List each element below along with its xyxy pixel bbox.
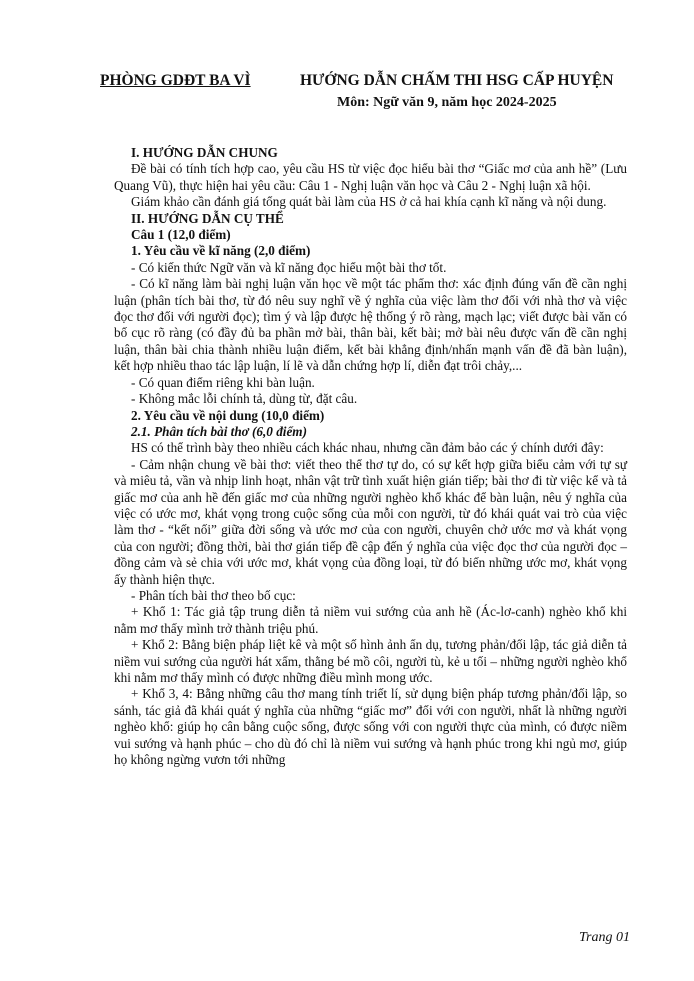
list-item: - Phân tích bài thơ theo bố cục:: [131, 587, 296, 603]
paragraph: HS có thể trình bày theo nhiều cách khác nhau, nhưng cần đảm bảo các ý chính dưới đây:: [131, 440, 604, 456]
document-title: HƯỚNG DẪN CHẤM THI HSG CẤP HUYỆN: [300, 72, 614, 89]
page-number: Trang 01: [579, 930, 630, 945]
question-heading: Câu 1 (12,0 điểm): [131, 227, 231, 243]
section-heading-specific: II. HƯỚNG DẪN CỤ THỂ: [131, 210, 284, 226]
list-item: - Có kĩ năng làm bài nghị luận văn học về một tác phẩm thơ: xác định đúng vấn đề cần nghị luận (phân tích bài thơ, từ đó nêu suy nghĩ về ý nghĩa của việc làm thơ đối với nhà thơ và việc đọc thơ đối với người đọc); tìm ý và lập được hệ thống ý rõ ràng, mạch lạc; viết được bài văn có bố cục rõ ràng (có đầy đủ ba phần mở bài, thân bài, kết bài; mở bài nêu được vấn đề cần nghị luận, thân bài chia thành nhiều luận điểm, kết bài khẳng định/nhấn mạnh vấn đề đã bàn luận), kết hợp nhiều thao tác lập luận, lí lẽ và dẫn chứng hợp lí, diễn đạt trôi chảy,...: [114, 276, 627, 374]
list-item: - Có kiến thức Ngữ văn và kĩ năng đọc hiểu một bài thơ tốt.: [131, 259, 447, 275]
subsection-heading-content: 2. Yêu cầu về nội dung (10,0 điểm): [131, 407, 325, 423]
section-heading-general: I. HƯỚNG DẪN CHUNG: [131, 145, 278, 160]
subsection-heading-skills: 1. Yêu cầu về kĩ năng (2,0 điểm): [131, 243, 311, 259]
paragraph: Đề bài có tính tích hợp cao, yêu cầu HS từ việc đọc hiểu bài thơ “Giấc mơ của anh hề” (Lưu Quang Vũ), thực hiện hai yêu cầu: Câu 1 - Nghị luận văn học và Câu 2 - Nghị luận xã hội.: [114, 161, 627, 193]
document-body: [114, 145, 627, 768]
subsubsection-heading: 2.1. Phân tích bài thơ (6,0 điểm): [131, 423, 307, 439]
paragraph: Giám khảo cần đánh giá tổng quát bài làm của HS ở cả hai khía cạnh kĩ năng và nội dung.: [131, 194, 607, 210]
list-item: + Khổ 2: Bằng biện pháp liệt kê và một số hình ảnh ẩn dụ, tương phản/đối lập, tác giả diễn tả niềm vui sướng của người hát xẩm, thằng bé mồ côi, người tù, kẻ u tối – những người nghèo khổ khi nằm mơ thấy mình có được những điều mình mong ước.: [114, 637, 627, 685]
list-item: + Khổ 3, 4: Bằng những câu thơ mang tính triết lí, sử dụng biện pháp tương phản/đối lập, so sánh, tác giả đã khái quát ý nghĩa của những “giấc mơ” đối với con người, nhất là những người nghèo khổ: giúp họ cân bằng cuộc sống, được sống với con người thực của mình, có được niềm vui sướng và hạnh phúc – cho dù đó chỉ là niềm vui sướng và hạnh phúc trong khi ngủ mơ, giúp họ không ngừng vươn tới những: [114, 686, 627, 768]
list-item: - Có quan điểm riêng khi bàn luận.: [131, 374, 315, 390]
list-item: - Cảm nhận chung về bài thơ: viết theo thể thơ tự do, có sự kết hợp giữa biểu cảm với tự sự và miêu tả, vần và nhịp linh hoạt, nhân vật trữ tình xuất hiện gián tiếp; bài thơ đi từ việc kể và tả giấc mơ của anh hề đến giấc mơ của những người nghèo khổ khác để bàn luận, nêu ý nghĩa của việc có ước mơ, khát vọng trong cuộc sống của mỗi con người, từ đó khái quát vai trò của việc làm thơ - “kết nối” giữa đời sống và ước mơ của con người, chuyên chở ước mơ và khát vọng của con người; đồng thời, bài thơ gián tiếp đề cập đến ý nghĩa của việc đọc thơ của người đọc – đồng cảm và sẻ chia với ước mơ, khát vọng của đồng loại, từ đó biến những ước mơ, khát vọng ấy thành hiện thực.: [114, 456, 627, 587]
office-name: PHÒNG GDĐT BA VÌ: [100, 72, 251, 89]
document-subtitle: Môn: Ngữ văn 9, năm học 2024-2025: [337, 95, 557, 110]
list-item: - Không mắc lỗi chính tả, dùng từ, đặt câu.: [131, 391, 358, 407]
list-item: + Khổ 1: Tác giả tập trung diễn tả niềm vui sướng của anh hề (Ác-lơ-canh) nghèo khổ khi nằm mơ thấy mình trở thành triệu phú.: [114, 604, 627, 636]
